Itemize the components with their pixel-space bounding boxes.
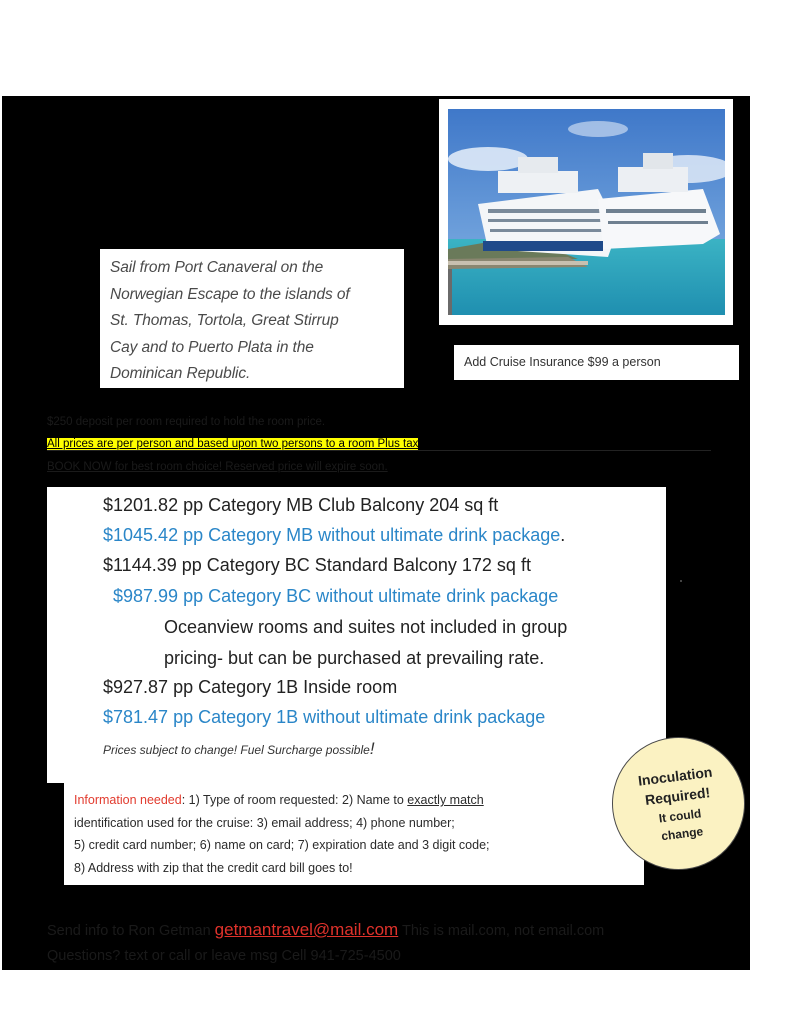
itinerary-line-5: Dominican Republic.	[110, 365, 251, 382]
price-line-mb-no-drink-period: .	[560, 525, 566, 545]
contact-questions-line: Questions? text or call or leave msg Cell 941-725-4500	[47, 948, 401, 964]
contact-email-note: This is mail.com, not email.com	[398, 923, 605, 939]
price-line-bc: $1144.39 pp Category BC Standard Balcony 172 sq ft	[103, 555, 531, 575]
info-needed-box	[64, 783, 644, 885]
oceanview-note-line-1: Oceanview rooms and suites not included in group	[164, 617, 568, 637]
prices-notice	[47, 438, 711, 451]
itinerary-line-3: St. Thomas, Tortola, Great Stirrup	[110, 312, 339, 329]
price-line-mb-no-drink-text: $1045.42 pp Category MB without ultimate drink package	[103, 525, 561, 545]
badge-line-4: change	[660, 823, 704, 843]
prices-notice-text: All prices are per person and based upon two persons to a room Plus tax	[47, 438, 419, 450]
contact-send-line	[47, 920, 604, 940]
deposit-notice: $250 deposit per room required to hold the room price.	[47, 416, 326, 428]
itinerary-box	[100, 249, 404, 388]
insurance-text: Add Cruise Insurance $99 a person	[464, 355, 661, 369]
info-line-3: 5) credit card number; 6) name on card; 7) expiration date and 3 digit code;	[74, 838, 490, 852]
price-line-1b: $927.87 pp Category 1B Inside room	[103, 677, 398, 697]
price-line-mb: $1201.82 pp Category MB Club Balcony 204 sq ft	[103, 495, 499, 515]
info-line-1-text: : 1) Type of room requested: 2) Name to	[181, 793, 408, 807]
book-now-notice: BOOK NOW for best room choice! Reserved price will expire soon.	[47, 461, 388, 473]
oceanview-note-line-2: pricing- but can be purchased at prevailing rate.	[164, 648, 545, 668]
price-line-1b-no-drink: $781.47 pp Category 1B without ultimate drink package	[103, 707, 546, 727]
price-disclaimer-bang: !	[369, 739, 375, 758]
cruise-photo-frame	[439, 99, 733, 325]
badge-line-3: It could	[657, 805, 702, 825]
badge-line-1: Inoculation	[637, 763, 714, 789]
stray-dot	[680, 580, 682, 582]
info-line-2: identification used for the cruise: 3) email address; 4) phone number;	[74, 815, 455, 830]
info-label: Information needed	[74, 793, 182, 807]
info-line-4: 8) Address with zip that the credit card bill goes to!	[74, 860, 353, 875]
insurance-box	[454, 345, 739, 380]
badge-line-2: Required!	[644, 783, 711, 808]
price-line-mb-no-drink	[103, 525, 565, 546]
itinerary-line-2: Norwegian Escape to the islands of	[110, 285, 350, 303]
contact-email-link[interactable]: getmantravel@mail.com	[214, 920, 399, 939]
itinerary-line-4: Cay and to Puerto Plata in the	[110, 338, 314, 356]
price-line-bc-no-drink: $987.99 pp Category BC without ultimate drink package	[113, 586, 559, 606]
info-line-1	[74, 789, 634, 812]
price-disclaimer-text: Prices subject to change! Fuel Surcharge possible	[103, 743, 370, 757]
itinerary-line-1: Sail from Port Canaveral on the	[110, 259, 324, 276]
contact-send-text: Send info to Ron Getman	[47, 923, 215, 939]
cruise-ships-photo	[448, 109, 725, 315]
price-list-box	[47, 487, 666, 783]
info-exact-match: exactly match	[407, 793, 484, 807]
price-disclaimer	[103, 739, 375, 759]
